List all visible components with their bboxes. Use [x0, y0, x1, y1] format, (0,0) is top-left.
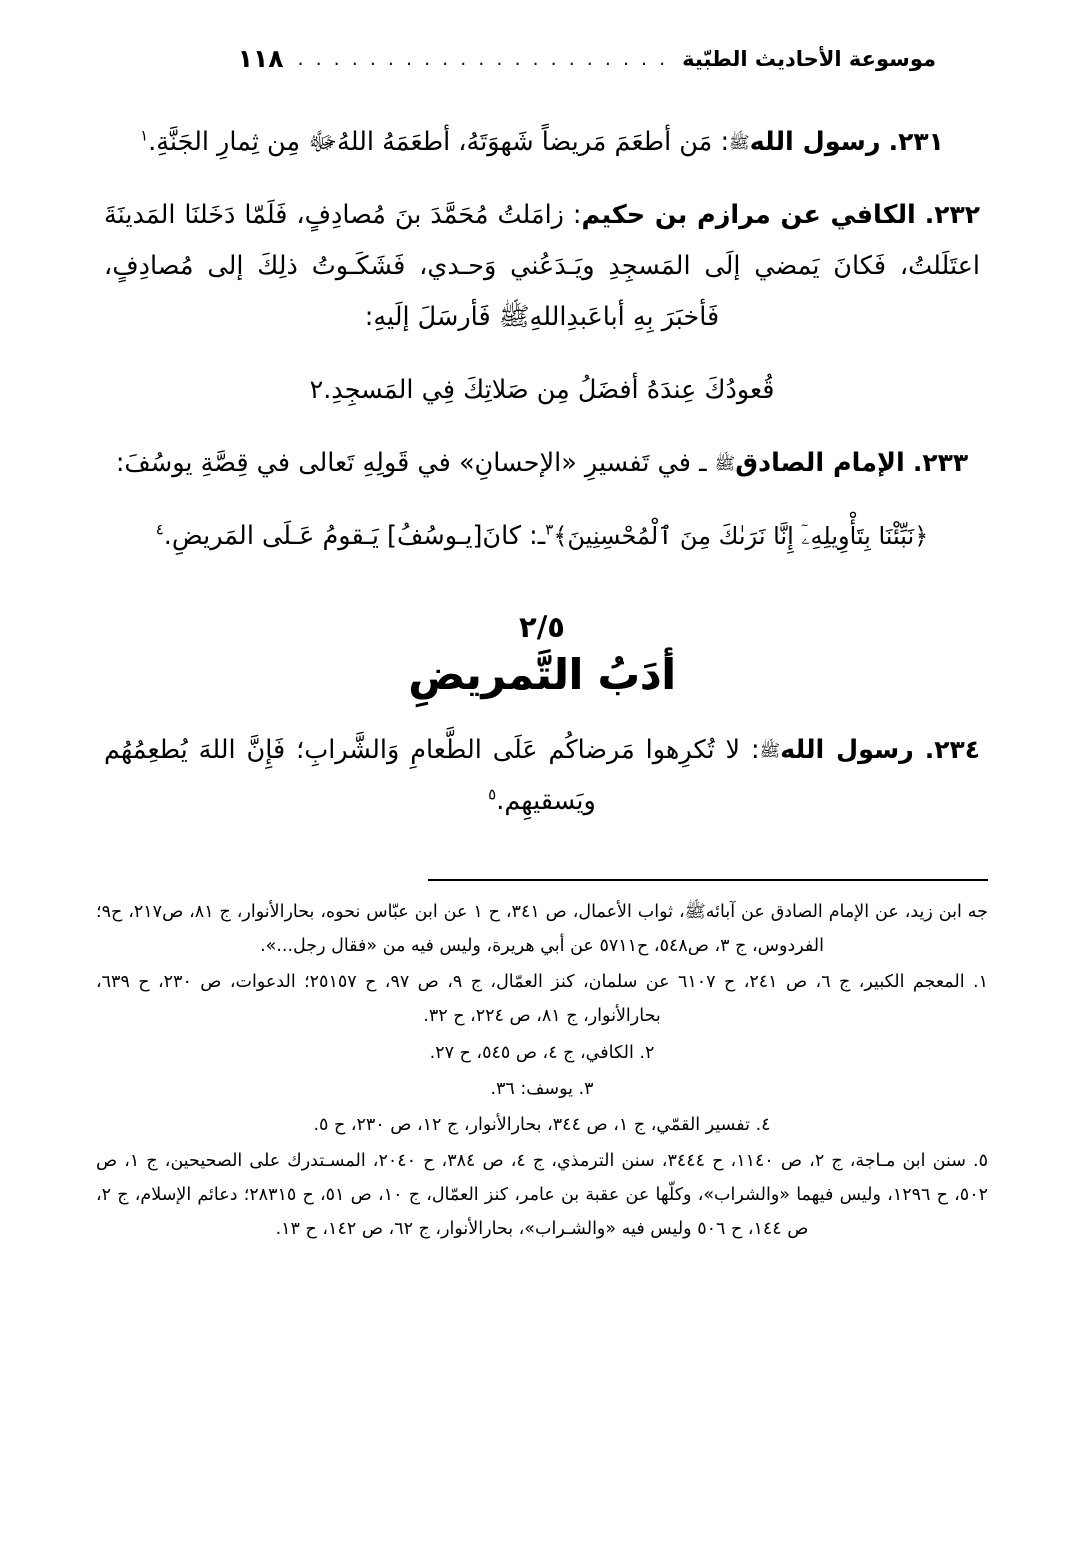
narration-source: الإمام الصادق — [735, 448, 905, 478]
narration-231 — [96, 117, 988, 168]
narration-number: ٢٣٣. — [912, 448, 969, 477]
narration-source: رسول الله — [749, 127, 881, 157]
narration-233-ayah-line — [96, 511, 988, 562]
footnote-marker: ٤. — [755, 1114, 771, 1135]
footnote-text: ابن زيد، عن الإمام الصادق عن آبائهﷺ، ثواب الأعمال، ص ٣٤١، ح ١ عن ابن عبّاس نحوه، بحارالأنوار، ج ٨١، ص٢١٧، ح٩؛ الفردوس، ج ٣، ص٥٤٨، ح٥٧١١ عن أبي هريرة، وليس فيه من «فقال رجل...». — [96, 902, 962, 957]
narration-232-quote — [96, 365, 988, 416]
section-title: أدَبُ التَّمريضِ — [408, 650, 676, 699]
footnote-item — [96, 895, 988, 963]
footnote-item — [96, 1036, 988, 1070]
narration-233 — [96, 438, 988, 489]
footnote-marker: ٢. — [639, 1042, 655, 1063]
book-title: موسوعة الأحاديث الطبّية — [682, 46, 936, 71]
page-number: ١١٨ — [237, 44, 284, 73]
narration-source: رسول الله — [780, 735, 914, 765]
narration-source: الكافي عن مرازم بن حكيم — [581, 200, 916, 230]
page-header — [96, 44, 988, 73]
footnote-text: الكافي، ج ٤، ص ٥٤٥، ح ٢٧. — [429, 1042, 634, 1063]
footnote-ref: ٢ — [309, 375, 324, 405]
narration-text: ـ في تَفسيرِ «الإحسانِ» في قَولِهِ تَعالى في قِصَّةِ يوسُفَ: — [115, 448, 707, 478]
footnote-text: سنن ابن مـاجة، ج ٢، ص ١١٤٠، ح ٣٤٤٤، سنن الترمذي، ج ٤، ص ٣٨٤، ح ٢٠٤٠، المسـتدرك على الصحيحين، ج ١، ص ٥٠٢، ح ١٢٩٦، وليس فيهما «والشراب»، وكلّها عن عقبة بن عامر، كنز العمّال، ج ١٠، ص ٥١، ح ٢٨٣١٥؛ دعائم الإسلام، ج ٢، ص ١٤٤، ح ٥٠٦ وليس فيه «والشـراب»، بحارالأنوار، ج ٦٢، ص ١٤٢، ح ١٣. — [96, 1150, 988, 1240]
narration-number: ٢٣١. — [888, 127, 944, 156]
footnote-text: المعجم الكبير، ج ٦، ص ٢٤١، ح ٦١٠٧ عن سلمان، كنز العمّال، ج ٩، ص ٩٧، ح ٢٥١٥٧؛ الدعوات، ص ٢٣٠، ح ٦٣٩، بحارالأنوار، ج ٨١، ص ٢٢٤، ح ٣٢. — [96, 972, 965, 1027]
honorific-glyph: ﷺ — [729, 133, 750, 153]
footnote-separator-wrap — [96, 849, 988, 895]
section-heading — [96, 610, 988, 699]
footnote-text: تفسير القمّي، ج ١، ص ٣٤٤، بحارالأنوار، ج ١٢، ص ٢٣٠، ح ٥. — [313, 1114, 750, 1135]
footnote-marker: ٥. — [973, 1150, 988, 1171]
narration-tail: ـ: كانَ[يـوسُفُ] يَـقومُ عَـلَى المَريضِ. — [163, 521, 546, 551]
narration-text: : زامَلتُ مُحَمَّدَ بنَ مُصادِفٍ، فَلَمّا دَخَلنَا المَدينَةَ اعتَلَلتُ، فَكانَ يَمضي إلَى المَسجِدِ ويَـدَعُني وَحـدي، فَشَكَـوتُ ذلِكَ إلى مُصادِفٍ، فَأخبَرَ بِهِ أباعَبدِاللهِﷺ فَأرسَلَ إلَيهِ: — [104, 200, 980, 332]
narration-text: : مَن أطعَمَ مَريضاً شَهوَتَهُ، أطعَمَهُ اللهُﷻ مِن ثِمارِ الجَنَّةِ. — [148, 127, 730, 157]
footnote-item — [96, 965, 988, 1033]
footnote-text: يوسف: ٣٦. — [490, 1078, 573, 1099]
header-dot-leader: . . . . . . . . . . . . . . . . . . . . . — [297, 47, 669, 70]
narration-number: ٢٣٤. — [924, 735, 981, 764]
quote-text: قُعودُكَ عِندَهُ أفضَلُ مِن صَلاتِكَ فِي المَسجِدِ. — [323, 375, 775, 405]
honorific-glyph: ﷺ — [759, 741, 781, 761]
footnote-item — [96, 1108, 988, 1142]
footnote-list — [96, 895, 988, 1246]
quran-ayah: ﴿نَبِّئْنَا بِتَأْوِيلِهِۦٓ إِنَّا نَرَىٰكَ مِنَ ٱلْمُحْسِنِينَ﴾ — [553, 522, 929, 550]
section-number: ٢/٥ — [519, 610, 565, 644]
footnote-marker: ١. — [973, 972, 988, 993]
narration-text: : لا تُكرِهوا مَرضاكُم عَلَى الطَّعامِ وَالشَّرابِ؛ فَإِنَّ اللهَ يُطعِمُهُم ويَسقيهِم. — [104, 735, 760, 816]
narration-234 — [96, 725, 988, 827]
footnote-separator — [428, 879, 988, 881]
footnote-ref: ١ — [140, 126, 149, 145]
footnote-ref: ٣ — [545, 520, 554, 539]
footnote-ref: ٥ — [488, 785, 497, 804]
honorific-glyph: ﷺ — [714, 454, 736, 474]
narration-232 — [96, 190, 988, 343]
footnote-marker: ٣. — [578, 1078, 594, 1099]
footnote-item — [96, 1072, 988, 1106]
footnote-ref: ٤ — [155, 520, 164, 539]
footnote-marker: جه — [967, 902, 988, 922]
footnote-item — [96, 1144, 988, 1246]
narration-number: ٢٣٢. — [924, 200, 980, 229]
